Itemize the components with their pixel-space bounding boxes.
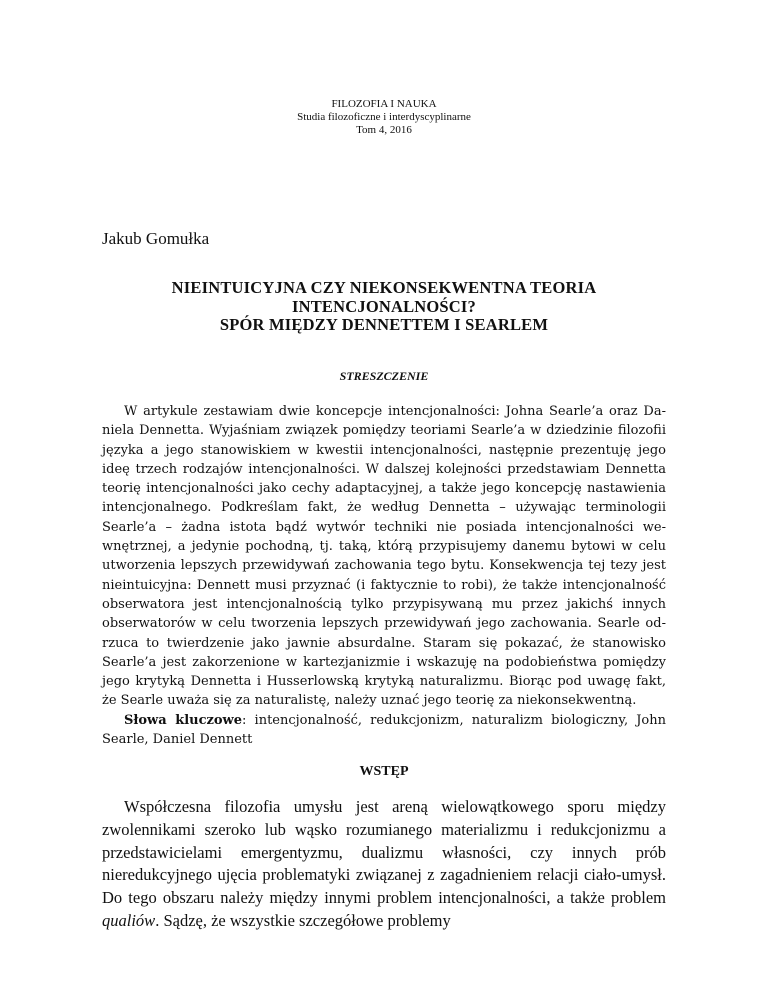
- abstract: [102, 402, 666, 749]
- author-name: Jakub Gomułka: [102, 229, 210, 248]
- intro-body: [102, 796, 666, 933]
- intro-italic-term: qualiów: [102, 910, 156, 930]
- intro-text-end: . Sądzę, że wszystkie szczegółowe problemy: [155, 910, 451, 930]
- title-line-2: INTENCJONALNOŚCI?: [291, 296, 476, 316]
- title-line-3: SPÓR MIĘDZY DENNETTEM I SEARLEM: [219, 315, 549, 334]
- journal-header: [0, 98, 768, 137]
- title-line-1: NIEINTUICYJNA CZY NIEKONSEKWENTNA TEORIA: [171, 278, 597, 297]
- journal-subtitle: Studia filozoficzne i interdyscyplinarne: [297, 111, 471, 123]
- journal-volume: Tom 4, 2016: [356, 124, 412, 136]
- abstract-heading: STRESZCZENIE: [339, 369, 429, 383]
- journal-name: FILOZOFIA I NAUKA: [331, 98, 437, 110]
- keywords-label: Słowa kluczowe: [124, 712, 243, 728]
- article-title: [102, 279, 666, 335]
- intro-paragraph: [102, 796, 666, 933]
- intro-text-start: Współczesna filozofia umysłu jest areną wielowątkowego sporu między zwolennikami szeroko lub wąsko rozumianego materializmu i redukcjonizmu a przedstawicielami emergentyzmu, dualizmu własności, czy innych prób nieredukcyjnego ujęcia problematyki związanej z zagadnieniem relacji ciało-umysł. Do tego obszaru należy między innymi problem intencjonalności, a także problem: [102, 797, 666, 908]
- keywords-list: : intencjonalność, redukcjonizm, naturalizm biologiczny, John Searle, Daniel Dennett: [102, 712, 666, 748]
- section-heading-intro: WSTĘP: [359, 764, 409, 779]
- keywords: [102, 711, 666, 750]
- abstract-text: W artykule zestawiam dwie koncepcje intencjonalności: Johna Searle’a oraz Daniela Dennetta. Wyjaśniam związek pomiędzy teoriami Searle’a w dziedzinie filozofii języka a jego stanowiskiem w kwestii intencjonalności, następnie prezentuję jego ideę trzech rodzajów intencjonalności. W dalszej kolejności przedstawiam Dennetta teorię intencjonalności jako cechy adaptacyjnej, a także jego koncepcję nastawienia intencjonalnego. Podkreślam fakt, że według Dennetta – używając terminologii Searle’a – żadna istota bądź wytwór techniki nie posiada intencjonalności wewnętrznej, a jedynie pochodną, tj. taką, którą przypisujemy danemu bytowi w celu utworzenia lepszych przewidywań zachowania tego bytu. Konsekwencja tej tezy jest nieintuicyjna: Dennett musi przyznać (i faktycznie to robi), że także intencjonalność obserwatora jest intencjonalnością tylko przypisywaną mu przez jakichś innych obserwatorów w celu tworzenia lepszych przewidywań jego zachowania. Searle odrzuca to twierdzenie jako jawnie absurdalne. Staram się pokazać, że stanowisko Searle’a jest zakorzenione w kartezjanizmie i wskazuję na podobieństwa pomiędzy jego krytyką Dennetta i Husserlowską krytyką naturalizmu. Biorąc pod uwagę fakt, że Searle uważa się za naturalistę, należy uznać jego teorię za niekonsekwentną.: [102, 404, 666, 709]
